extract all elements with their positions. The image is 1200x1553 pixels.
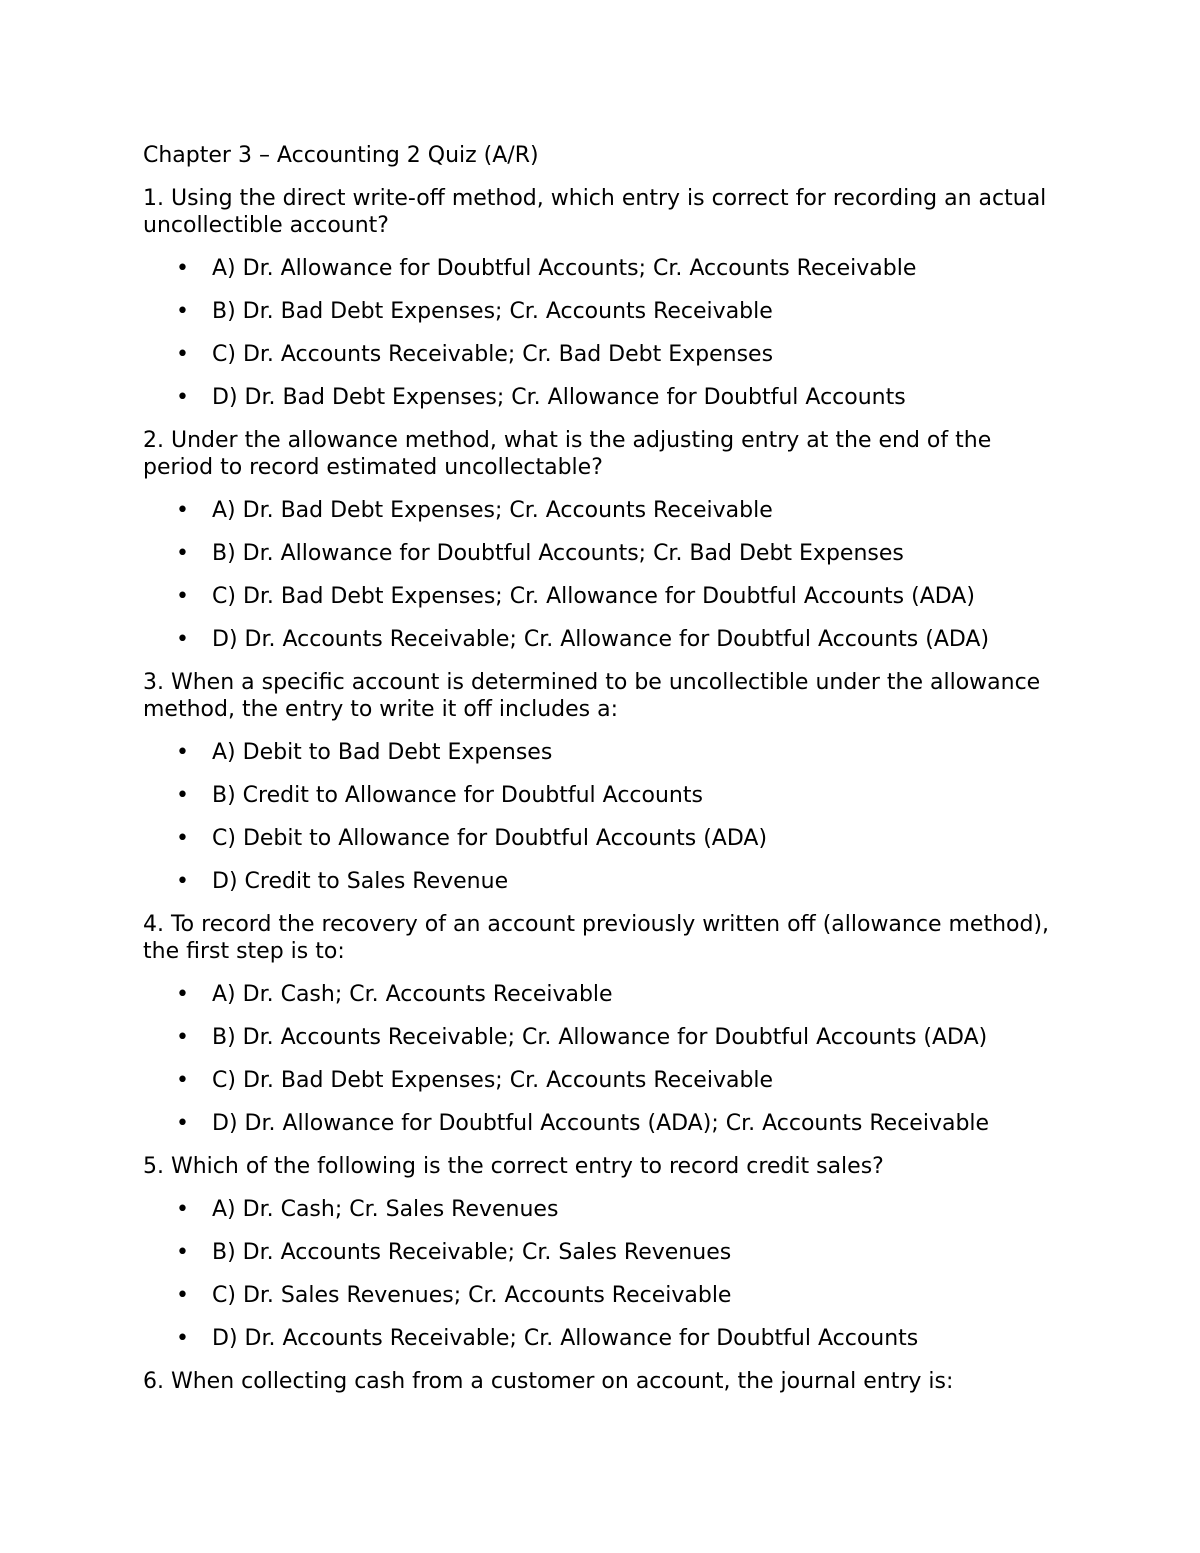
bullet-icon: •: [176, 342, 189, 367]
answer-option-text: A) Dr. Cash; Cr. Accounts Receivable: [212, 982, 613, 1007]
question-text: 2. Under the allowance method, what is the adjusting entry at the end of the period to record estimated uncollectable?: [143, 428, 992, 480]
bullet-icon: •: [176, 256, 189, 281]
answer-option: [143, 540, 1063, 567]
bullet-icon: •: [176, 541, 189, 566]
bullet-icon: •: [176, 498, 189, 523]
document-body: [143, 142, 1063, 1411]
bullet-icon: •: [176, 869, 189, 894]
question-text: 1. Using the direct write-off method, which entry is correct for recording an actual uncollectible account?: [143, 186, 1047, 238]
question-block: [143, 1153, 1063, 1352]
question-list: [143, 185, 1063, 1395]
answer-options: [143, 1196, 1063, 1352]
question-block: [143, 1368, 1063, 1395]
answer-option-text: C) Dr. Bad Debt Expenses; Cr. Accounts Receivable: [212, 1068, 774, 1093]
answer-option-text: C) Debit to Allowance for Doubtful Accounts (ADA): [212, 826, 768, 851]
answer-option: [143, 739, 1063, 766]
bullet-icon: •: [176, 783, 189, 808]
question-block: [143, 669, 1063, 895]
answer-option: [143, 1196, 1063, 1223]
answer-option: [143, 1110, 1063, 1137]
question-text: 3. When a specific account is determined to be uncollectible under the allowance method, the entry to write it off includes a:: [143, 670, 1041, 722]
bullet-icon: •: [176, 1025, 189, 1050]
answer-option-text: D) Dr. Bad Debt Expenses; Cr. Allowance for Doubtful Accounts: [212, 385, 906, 410]
bullet-icon: •: [176, 826, 189, 851]
document-title: Chapter 3 – Accounting 2 Quiz (A/R): [143, 143, 539, 168]
bullet-icon: •: [176, 584, 189, 609]
bullet-icon: •: [176, 1111, 189, 1136]
answer-option-text: A) Dr. Bad Debt Expenses; Cr. Accounts Receivable: [212, 498, 773, 523]
answer-options: [143, 739, 1063, 895]
answer-options: [143, 981, 1063, 1137]
answer-option-text: B) Dr. Accounts Receivable; Cr. Sales Revenues: [212, 1240, 732, 1265]
answer-option-text: C) Dr. Bad Debt Expenses; Cr. Allowance for Doubtful Accounts (ADA): [212, 584, 975, 609]
bullet-icon: •: [176, 627, 189, 652]
question-block: [143, 185, 1063, 411]
answer-option-text: D) Dr. Accounts Receivable; Cr. Allowance for Doubtful Accounts: [212, 1326, 919, 1351]
question-text: 4. To record the recovery of an account previously written off (allowance method), the first step is to:: [143, 912, 1050, 964]
answer-option: [143, 825, 1063, 852]
answer-option-text: D) Credit to Sales Revenue: [212, 869, 509, 894]
bullet-icon: •: [176, 1283, 189, 1308]
answer-option-text: B) Dr. Allowance for Doubtful Accounts; Cr. Bad Debt Expenses: [212, 541, 904, 566]
answer-option: [143, 583, 1063, 610]
bullet-icon: •: [176, 385, 189, 410]
answer-option: [143, 981, 1063, 1008]
answer-option: [143, 384, 1063, 411]
bullet-icon: •: [176, 1326, 189, 1351]
answer-option-text: D) Dr. Allowance for Doubtful Accounts (ADA); Cr. Accounts Receivable: [212, 1111, 990, 1136]
answer-option: [143, 1024, 1063, 1051]
answer-option-text: A) Dr. Cash; Cr. Sales Revenues: [212, 1197, 559, 1222]
answer-option-text: B) Dr. Bad Debt Expenses; Cr. Accounts Receivable: [212, 299, 773, 324]
answer-option-text: D) Dr. Accounts Receivable; Cr. Allowance for Doubtful Accounts (ADA): [212, 627, 990, 652]
answer-option: [143, 782, 1063, 809]
answer-option: [143, 497, 1063, 524]
answer-option-text: B) Dr. Accounts Receivable; Cr. Allowance for Doubtful Accounts (ADA): [212, 1025, 988, 1050]
answer-option: [143, 1239, 1063, 1266]
answer-option: [143, 868, 1063, 895]
answer-option-text: A) Dr. Allowance for Doubtful Accounts; Cr. Accounts Receivable: [212, 256, 917, 281]
question-text: 5. Which of the following is the correct entry to record credit sales?: [143, 1154, 884, 1179]
answer-option: [143, 1067, 1063, 1094]
bullet-icon: •: [176, 740, 189, 765]
answer-option: [143, 1325, 1063, 1352]
answer-option-text: C) Dr. Accounts Receivable; Cr. Bad Debt Expenses: [212, 342, 774, 367]
bullet-icon: •: [176, 1240, 189, 1265]
answer-option-text: A) Debit to Bad Debt Expenses: [212, 740, 553, 765]
answer-option: [143, 341, 1063, 368]
question-block: [143, 911, 1063, 1137]
answer-options: [143, 255, 1063, 411]
bullet-icon: •: [176, 299, 189, 324]
answer-option: [143, 255, 1063, 282]
answer-option-text: B) Credit to Allowance for Doubtful Accounts: [212, 783, 703, 808]
question-text: 6. When collecting cash from a customer on account, the journal entry is:: [143, 1369, 954, 1394]
answer-option-text: C) Dr. Sales Revenues; Cr. Accounts Receivable: [212, 1283, 732, 1308]
answer-option: [143, 298, 1063, 325]
answer-options: [143, 497, 1063, 653]
bullet-icon: •: [176, 1068, 189, 1093]
bullet-icon: •: [176, 1197, 189, 1222]
bullet-icon: •: [176, 982, 189, 1007]
question-block: [143, 427, 1063, 653]
answer-option: [143, 1282, 1063, 1309]
answer-option: [143, 626, 1063, 653]
